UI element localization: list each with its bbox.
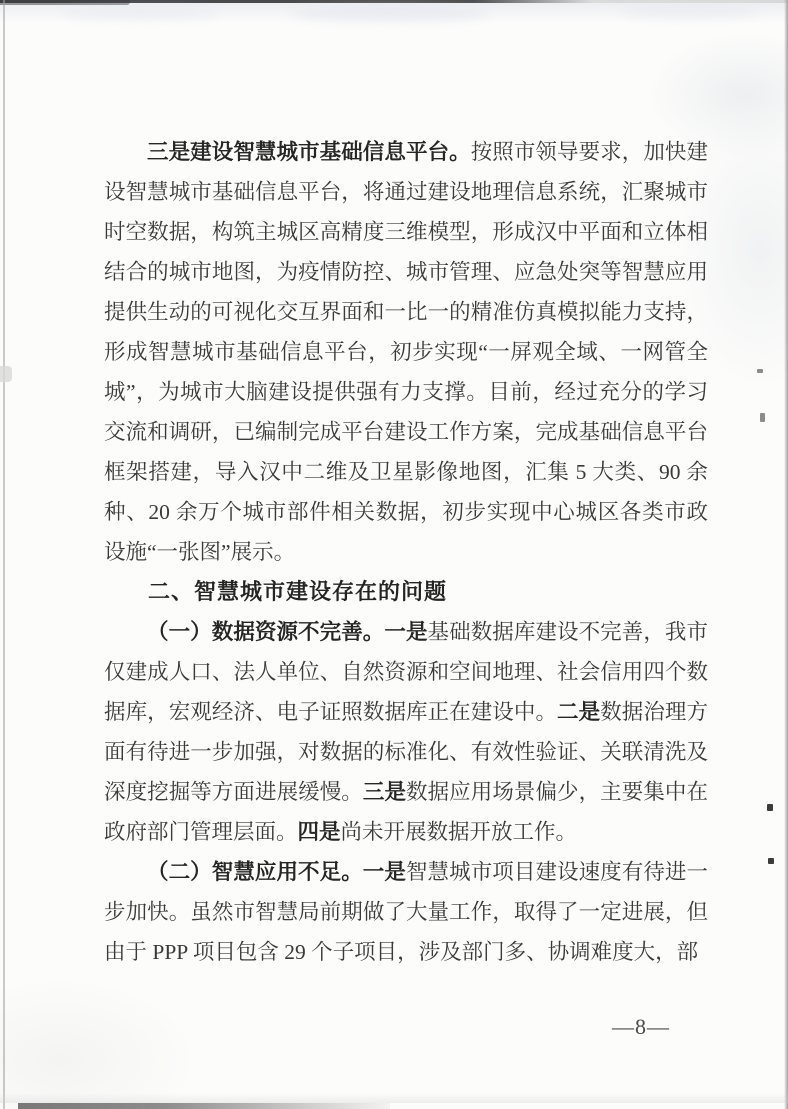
bold-text-run: 一是 xyxy=(362,860,406,884)
scan-artifact-smudge-blob xyxy=(60,8,220,20)
bold-text-run: 三是 xyxy=(362,780,407,804)
body-paragraph xyxy=(104,612,708,852)
scan-artifact-smudge-blob xyxy=(620,5,760,19)
scan-artifact-speck xyxy=(768,858,774,864)
scan-artifact-speck xyxy=(757,369,763,373)
text-run: 按照市领导要求，加快建设智慧城市基础信息平台，将通过建设地理信息系统，汇聚城市时空数据，构筑主城区高精度三维模型，形成汉中平面和立体相结合的城市地图，为疫情防控、城市管理、应急处突等智慧应用提供生动的可视化交互界面和一比一的精准仿真模拟能力支持，形成智慧城市基础信息平台，初步实现“一屏观全域、一网管全城”，为城市大脑建设提供强有力支撑。目前，经过充分的学习交流和调研，已编制完成平台建设工作方案，完成基础信息平台框架搭建，导入汉中二维及卫星影像地图，汇集 5 大类、90 余种、20 余万个城市部件相关数据，初步实现中心城区各类市政设施“一张图”展示。 xyxy=(104,140,708,564)
scan-artifact-smudge-blob xyxy=(290,6,490,22)
bold-text-run: 二、智慧城市建设存在的问题 xyxy=(148,579,448,604)
scan-artifact-bottom-haze xyxy=(0,1093,788,1103)
bold-text-run: 四是 xyxy=(297,820,341,844)
scan-artifact-left-notch xyxy=(0,366,12,382)
text-run: 智慧城市项目建设速度有待进一步加快。虽然市智慧局前期做了大量工作，取得了一定进展，但由于 PPP 项目包含 29 个子项目，涉及部门多、协调难度大，部 xyxy=(104,860,708,964)
bold-text-run: 一是 xyxy=(384,620,428,644)
bold-text-run: （一）数据资源不完善。 xyxy=(147,620,385,644)
text-run: 数据应用场景偏少，主要集中在政府部门管理层面。 xyxy=(104,780,708,844)
bold-text-run: 二是 xyxy=(557,700,601,724)
bold-text-run: （二）智慧应用不足。 xyxy=(147,860,363,884)
scan-artifact-speck xyxy=(760,413,765,422)
scan-artifact-left-edge xyxy=(3,0,5,1109)
text-run: 尚未开展数据开放工作。 xyxy=(340,820,578,844)
page-number: —8— xyxy=(612,1014,670,1039)
document-body xyxy=(104,132,708,972)
scan-artifact-right-edge xyxy=(784,0,788,1109)
body-paragraph xyxy=(104,132,708,572)
scan-artifact-bottom-band xyxy=(18,1103,390,1109)
text-run: 基础数据库建设不完善，我市仅建成人口、法人单位、自然资源和空间地理、社会信用四个数据库，宏观经济、电子证照数据库正在建设中。 xyxy=(104,620,708,724)
bold-text-run: 三是建设智慧城市基础信息平台。 xyxy=(147,140,471,164)
body-paragraph xyxy=(104,852,708,972)
section-heading xyxy=(104,572,708,612)
text-run: 数据治理方面有待进一步加强，对数据的标准化、有效性验证、关联清洗及深度挖掘等方面进展缓慢。 xyxy=(104,700,708,804)
scan-artifact-speck xyxy=(767,804,773,811)
